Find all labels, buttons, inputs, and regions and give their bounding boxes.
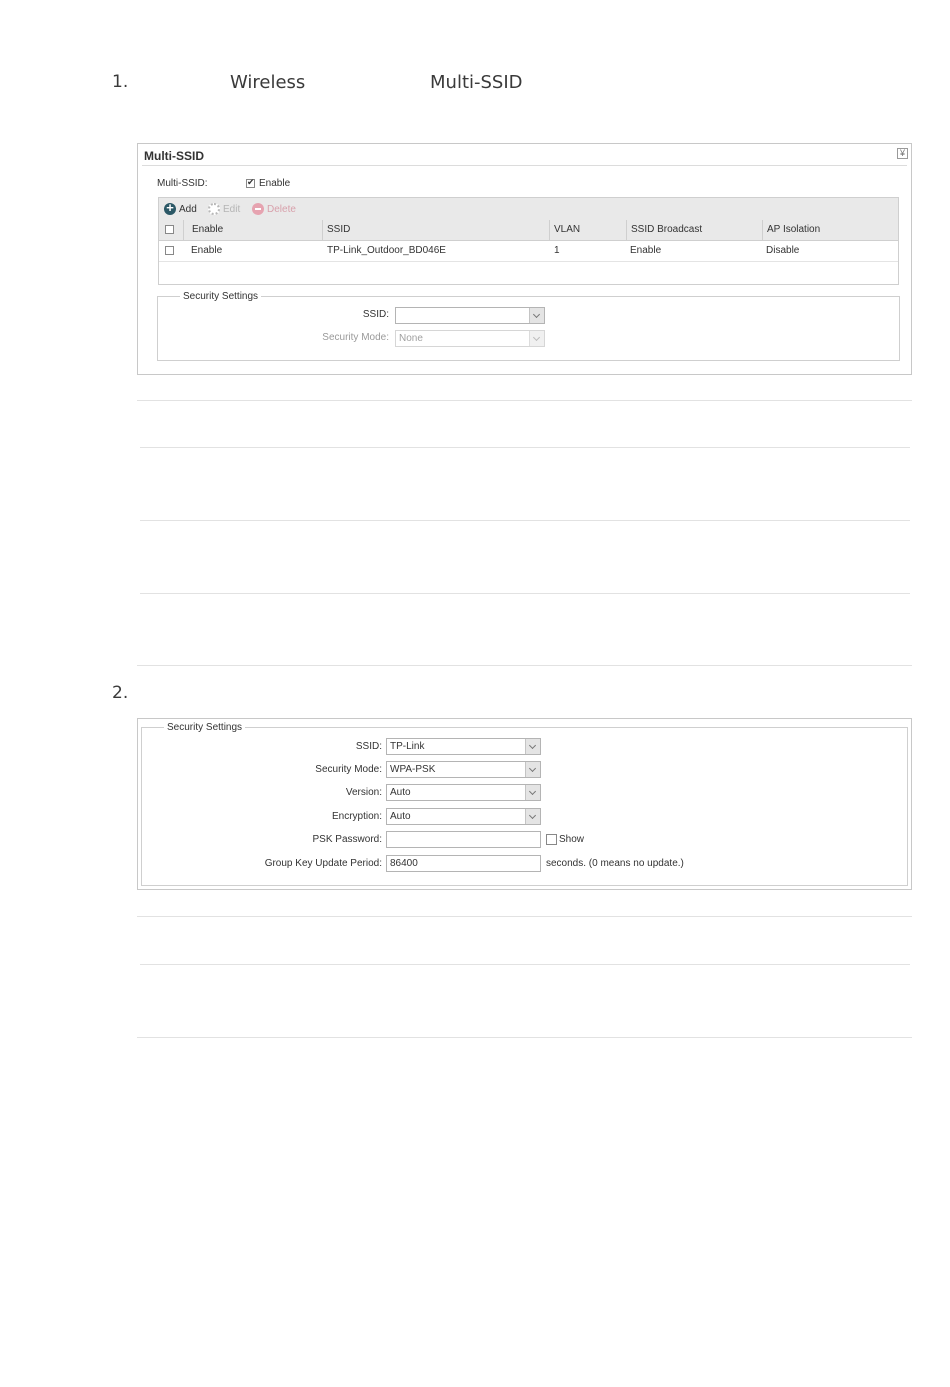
ssid-select-value: TP-Link [390,741,425,752]
menu-path-wireless: Wireless [230,72,306,93]
multi-ssid-panel-title: Multi-SSID [144,149,204,163]
chevron-down-icon [529,331,544,346]
delete-button[interactable] [252,203,296,215]
row-ssid: TP-Link_Outdoor_BD046E [327,245,446,256]
group-key-update-period-label: Group Key Update Period: [264,858,382,869]
version-select-value: Auto [390,787,411,798]
ssid-label: SSID: [362,309,389,320]
step-1-number: 1. [112,72,129,92]
security-settings-group [157,291,900,361]
col-header-ap-isolation[interactable]: AP Isolation [767,224,821,235]
col-header-ssid[interactable]: SSID [327,224,351,235]
version-label: Version: [345,787,382,798]
divider [140,520,910,521]
row-vlan: 1 [554,245,560,256]
row-select-checkbox[interactable] [165,246,174,255]
panel-title-divider [142,165,907,166]
security-mode-value: None [399,333,423,344]
encryption-label: Encryption: [331,811,382,822]
row-ap-isolation: Disable [766,245,800,256]
multi-ssid-enable-checkbox[interactable] [246,179,255,188]
minus-icon [252,203,264,215]
col-divider [549,220,550,240]
col-divider [183,220,184,240]
divider [140,964,910,965]
security-settings-legend: Security Settings [183,291,259,302]
step-2-number: 2. [112,683,129,703]
divider [140,593,910,594]
security-mode-value: WPA-PSK [390,764,436,775]
table-row[interactable] [159,241,898,262]
collapse-icon[interactable]: ¥ [897,148,908,159]
add-label: Add [179,203,197,215]
col-header-enable[interactable]: Enable [192,224,224,235]
ssid-table [158,197,899,285]
ssid-label: SSID: [355,741,382,752]
row-ssid-broadcast: Enable [630,245,662,256]
select-all-checkbox[interactable] [165,225,174,234]
ssid-select[interactable] [395,307,545,324]
table-header [159,220,898,241]
psk-password-label: PSK Password: [312,834,382,845]
col-divider [762,220,763,240]
col-divider [626,220,627,240]
security-mode-label: Security Mode: [322,332,389,343]
chevron-down-icon [525,762,540,777]
security-settings-panel [137,718,912,890]
multi-ssid-panel [137,143,912,375]
edit-button[interactable] [208,203,240,215]
security-mode-select[interactable] [395,330,545,347]
col-header-vlan[interactable]: VLAN [554,224,581,235]
show-password-checkbox[interactable] [546,834,557,845]
col-divider [322,220,323,240]
row-enable: Enable [191,245,223,256]
chevron-down-icon [525,809,540,824]
security-settings-legend: Security Settings [167,722,243,733]
multi-ssid-enable-text: Enable [259,178,291,189]
security-mode-label: Security Mode: [315,764,382,775]
show-password-label: Show [559,834,585,845]
encryption-select-value: Auto [390,811,411,822]
divider [137,916,912,917]
menu-path-multi-ssid: Multi-SSID [430,72,523,93]
divider [137,1037,912,1038]
chevron-down-icon [525,739,540,754]
chevron-down-icon [525,785,540,800]
group-key-update-period-input[interactable]: 86400 [386,855,541,872]
add-button[interactable] [164,203,197,215]
version-select[interactable] [386,784,541,801]
security-mode-select[interactable] [386,761,541,778]
divider [137,400,912,401]
multi-ssid-enable-label: Multi-SSID: [157,178,208,189]
edit-label: Edit [223,203,241,215]
chevron-down-icon [529,308,544,323]
col-header-ssid-broadcast[interactable]: SSID Broadcast [631,224,703,235]
delete-label: Delete [267,203,296,215]
ssid-select[interactable] [386,738,541,755]
group-key-update-period-hint: seconds. (0 means no update.) [546,858,684,869]
add-icon [164,203,176,215]
gear-icon [208,203,220,215]
encryption-select[interactable] [386,808,541,825]
divider [140,447,910,448]
divider [137,665,912,666]
psk-password-input[interactable] [386,831,541,848]
